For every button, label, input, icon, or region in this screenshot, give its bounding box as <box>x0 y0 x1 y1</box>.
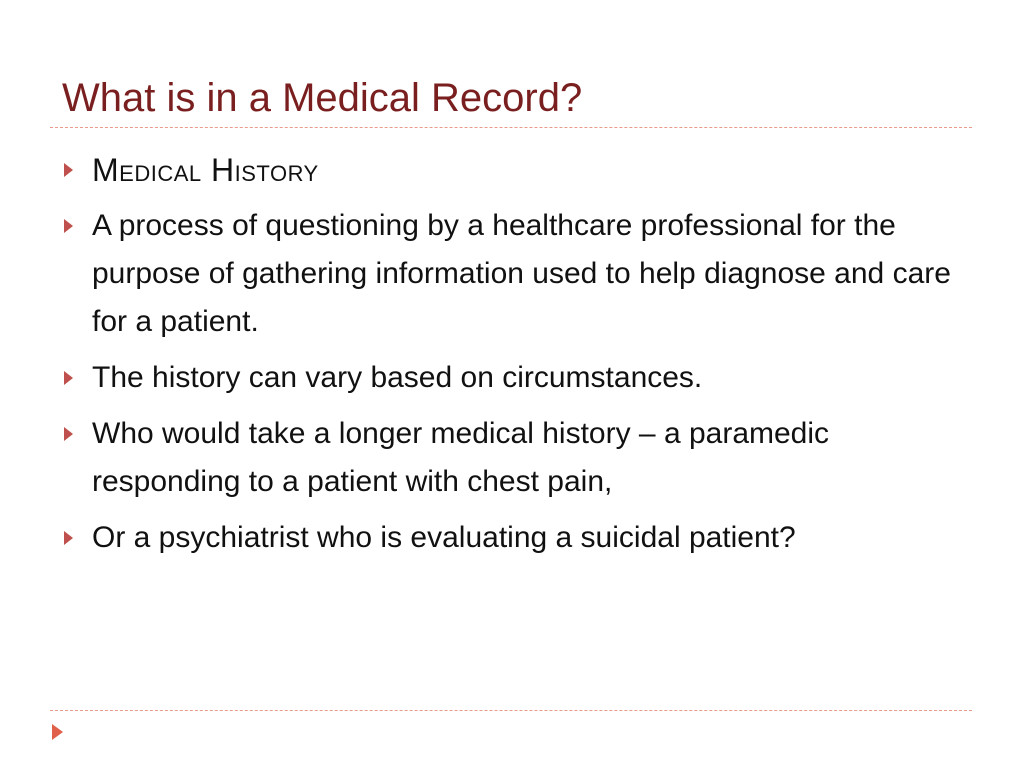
bullet-list <box>62 146 962 570</box>
bullet-text: Who would take a longer medical history – a paramedic responding to a patient with chest pain, <box>92 417 830 498</box>
bullet-text: The history can vary based on circumstances. <box>92 361 703 394</box>
bullet-text: Medical History <box>92 152 319 188</box>
bullet-triangle-icon <box>64 371 73 385</box>
corner-triangle-icon <box>52 724 63 740</box>
bullet-triangle-icon <box>64 531 73 545</box>
bullet-text: Or a psychiatrist who is evaluating a suicidal patient? <box>92 521 796 554</box>
bullet-triangle-icon <box>64 427 73 441</box>
slide-title: What is in a Medical Record? <box>62 76 583 120</box>
footer-divider <box>50 710 972 711</box>
title-divider <box>50 127 972 128</box>
bullet-triangle-icon <box>64 219 73 233</box>
bullet-item <box>62 146 962 194</box>
bullet-item <box>62 514 962 562</box>
bullet-item <box>62 354 962 402</box>
bullet-triangle-icon <box>64 163 73 177</box>
bullet-text: A process of questioning by a healthcare professional for the purpose of gathering information used to help diagnose and care for a patient. <box>92 209 951 338</box>
bullet-item <box>62 202 962 346</box>
bullet-item <box>62 410 962 506</box>
